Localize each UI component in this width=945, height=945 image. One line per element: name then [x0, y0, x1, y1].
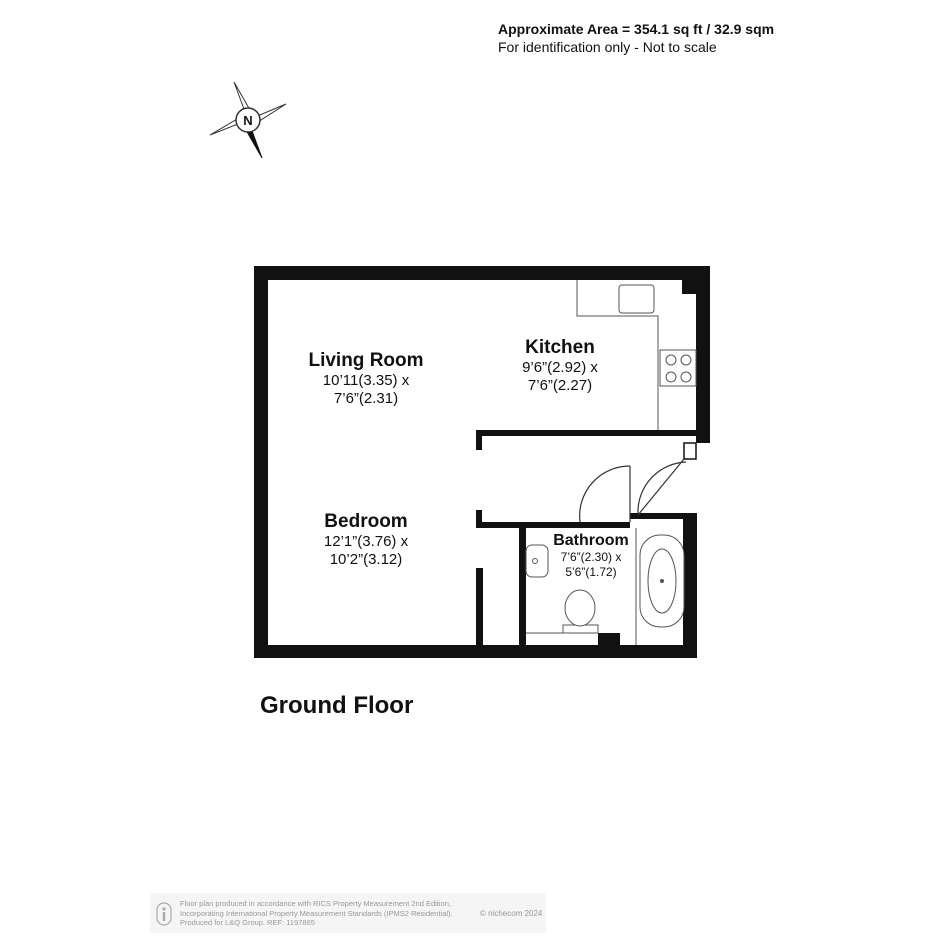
footer-note — [150, 893, 546, 933]
bathroom-name: Bathroom — [553, 532, 629, 549]
approximate-area: Approximate Area = 354.1 sq ft / 32.9 sqm — [498, 21, 775, 37]
kitchen-dim2: 7’6”(2.27) — [527, 377, 593, 394]
kitchen-name: Kitchen — [525, 337, 595, 358]
compass-label: N — [243, 113, 253, 128]
living-room-label — [296, 350, 436, 408]
floor-title: Ground Floor — [260, 692, 414, 719]
measurement-statement — [180, 899, 453, 928]
living-room-dim2: 7’6”(2.31) — [333, 390, 399, 407]
footer-line-2: Incorporating International Property Measurement Standards (IPMS2 Residential). — [180, 908, 453, 918]
bedroom-name: Bedroom — [324, 511, 408, 532]
bathroom-dim1: 7’6”(2.30) x — [560, 550, 622, 564]
bedroom-label — [296, 511, 436, 569]
footer-line-3: Produced for L&Q Group. REF: 1197865 — [180, 918, 315, 927]
living-room-name: Living Room — [308, 350, 424, 371]
hob-icon — [660, 350, 696, 386]
living-room-dim1: 10’11(3.35) x — [322, 372, 410, 389]
compass-icon — [210, 82, 286, 158]
info-icon — [156, 902, 172, 926]
kitchen-dim1: 9’6”(2.92) x — [522, 359, 598, 376]
bathroom-dim2: 5’6”(1.72) — [565, 565, 617, 579]
brand-label: © nichecom 2024 — [480, 909, 543, 918]
doors — [580, 459, 686, 522]
toilet-icon — [565, 590, 595, 626]
bedroom-dim1: 12’1”(3.76) x — [323, 533, 409, 550]
footer-line-1: Floor plan produced in accordance with RICS Property Measurement 2nd Edition, — [180, 899, 451, 908]
sink-icon — [619, 285, 654, 313]
scale-disclaimer: For identification only - Not to scale — [498, 39, 717, 55]
bathroom-label — [541, 531, 641, 580]
bedroom-dim2: 10’2”(3.12) — [329, 551, 403, 568]
kitchen-label — [495, 337, 625, 395]
